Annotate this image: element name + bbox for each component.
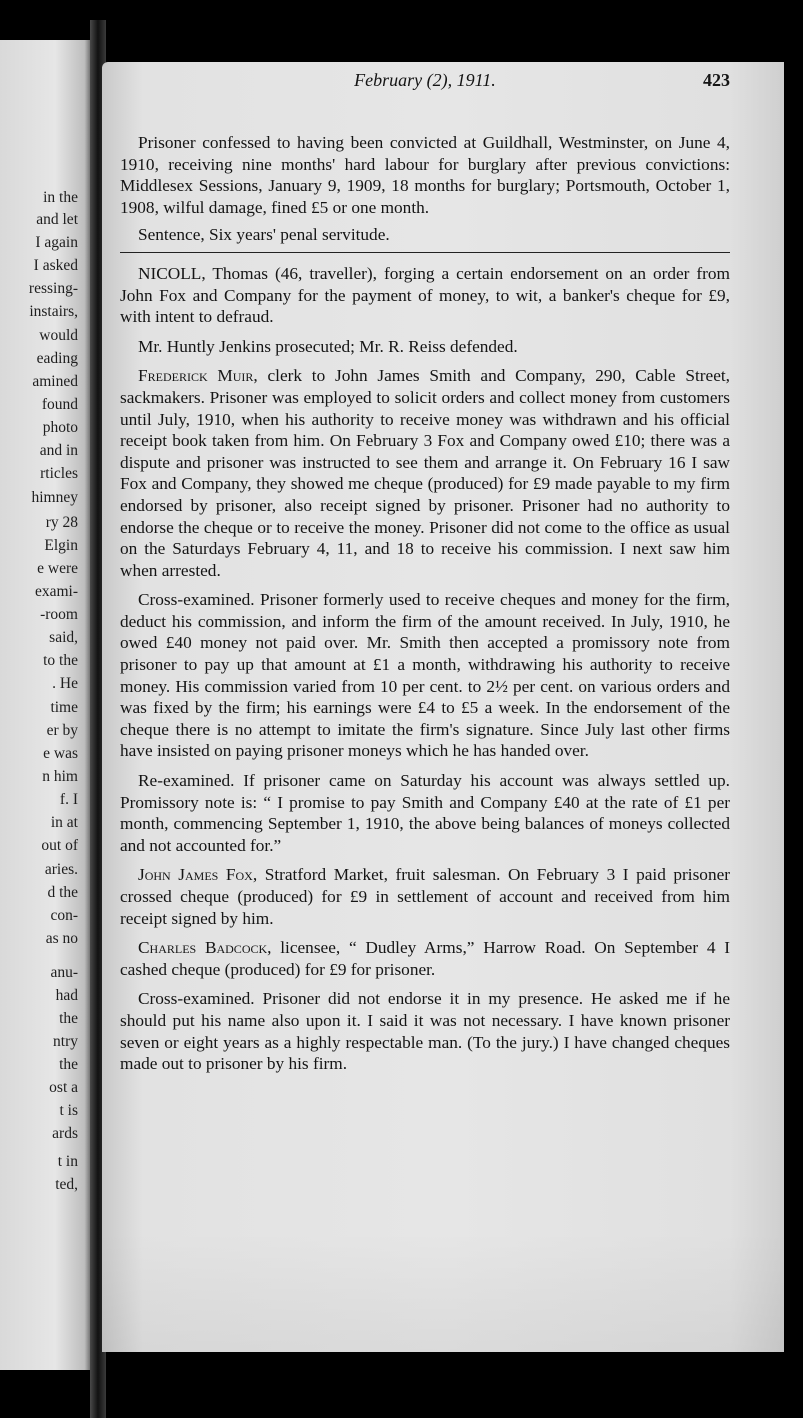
left-page-text-fragment: in the xyxy=(43,189,78,206)
left-page-text-fragment: Elgin xyxy=(44,537,78,554)
left-page-text-fragment: would xyxy=(39,327,78,344)
left-page-text-fragment: and in xyxy=(39,442,78,459)
left-page-text-fragment: rticles xyxy=(40,465,78,482)
cross-examination-paragraph: Cross-examined. Prisoner formerly used to receive cheques and money for the firm, deduct his commission, and inform the firm of the amount received. In July, 1910, he owed £40 money not paid over. Mr. Smith then accepted a promissory note from prisoner to pay up that amount at £1 a month, withdrawing his authority to receive money. His commission varied from 10 per cent. to 2½ per cent. on various orders and was fixed by the firm; his earnings were £4 to £5 a week. In the endorsement of the cheque there is no attempt to imitate the firm's signature. Since July last other firms have insisted on paying prisoner moneys which he has handed over. xyxy=(120,590,730,761)
re-examination-paragraph: Re-examined. If prisoner came on Saturday his account was always settled up. Promissory note is: “ I promise to pay Smith and Company £40 at the rate of £1 per month, commencing September 1, 1910, the above being balances of moneys collected and not accounted for.” xyxy=(120,771,730,855)
left-page-text-fragment: e were xyxy=(37,560,78,577)
page-header-title: February (2), 1911. xyxy=(354,70,496,90)
case-divider xyxy=(120,252,730,253)
sentence-paragraph: Sentence, Six years' penal servitude. xyxy=(138,225,390,245)
left-page-text-fragment: f. I xyxy=(59,791,78,808)
left-page-text-fragment: I asked xyxy=(33,257,78,274)
left-page-text-fragment: con- xyxy=(50,907,78,924)
page-content xyxy=(120,70,731,1083)
left-page-text-fragment: e was xyxy=(43,745,78,762)
left-page-text-fragment: had xyxy=(55,987,78,1004)
main-page xyxy=(102,62,784,1352)
left-page-text-fragment: the xyxy=(59,1010,78,1027)
left-page-text-fragment: eading xyxy=(36,350,78,367)
left-page-text-fragment: said, xyxy=(49,629,78,646)
left-page-text-fragment: exami- xyxy=(34,583,78,600)
witness-testimony: , Stratford Market, fruit salesman. On February 3 I paid prisoner crossed cheque (produced) for £9 in settlement of account and received from him receipt signed by him. xyxy=(120,865,731,928)
witness-testimony: , licensee, “ Dudley Arms,” Harrow Road. On September 4 I cashed cheque (produced) for £9 for prisoner. xyxy=(120,938,730,979)
left-page-text-fragment: t in xyxy=(57,1153,78,1170)
page-shading xyxy=(102,1232,784,1352)
conviction-paragraph: Prisoner confessed to having been convicted at Guildhall, Westminster, on June 4, 1910, receiving nine months' hard labour for burglary after previous convictions: Middlesex Sessions, January 9, 1909, 18 months for burglary; Portsmouth, October 1, 1908, wilful damage, fined £5 or one month. xyxy=(120,133,730,217)
left-page-text-fragment: aries. xyxy=(44,861,78,878)
running-head xyxy=(120,70,730,94)
left-facing-page xyxy=(0,40,92,1370)
left-page-text-fragment: ntry xyxy=(53,1033,78,1050)
witness-name: John James Fox xyxy=(138,865,253,885)
witness-name: Charles Badcock xyxy=(138,938,268,958)
left-page-text-fragment: himney xyxy=(31,489,78,506)
witness-name: Frederick Muir xyxy=(138,366,254,386)
left-page-text-fragment: ted, xyxy=(55,1176,78,1193)
case-heading-paragraph: NICOLL, Thomas (46, traveller), forging a certain endorsement on an order from John Fox and Company for the payment of money, to wit, a banker's cheque for £9, with intent to defraud. xyxy=(120,263,730,327)
counsel-paragraph: Mr. Huntly Jenkins prosecuted; Mr. R. Reiss defended. xyxy=(138,336,518,356)
left-page-text-fragment: as no xyxy=(45,930,78,947)
page-number: 423 xyxy=(703,70,730,90)
witness-badcock-paragraph xyxy=(120,937,730,980)
left-page-text-fragment: time xyxy=(50,699,78,716)
left-page-text-fragment: -room xyxy=(40,606,78,623)
witness-testimony: , clerk to John James Smith and Company, 290, Cable Street, sackmakers. Prisoner was employed to solicit orders and collect money from customers until July, 1910, when his authority to receive money was withdrawn and his official receipt book taken from him. On February 3 Fox and Company owed £10; there was a dispute and prisoner was instructed to see them and arrange it. On February 16 I saw Fox and Company, they showed me cheque (produced) for £9 made payable to my firm endorsed by prisoner, also receipt signed by prisoner. Prisoner had no authority to endorse the cheque or to receive the money. Prisoner did not come to the office as usual on the Saturdays February 4, 11, and 18 to receive his commission. I next saw him when arrested. xyxy=(120,366,730,580)
left-page-text-fragment: ards xyxy=(52,1125,78,1142)
left-page-text-fragment: ressing- xyxy=(28,280,78,297)
left-page-text-fragment: I again xyxy=(35,234,78,251)
left-page-text-fragment: er by xyxy=(46,722,78,739)
cross-examination-paragraph-2: Cross-examined. Prisoner did not endorse it in my presence. He asked me if he should put his name also upon it. I said it was not necessary. I have known prisoner seven or eight years as a highly respectable man. (To the jury.) I have changed cheques made out to prisoner by his firm. xyxy=(120,989,730,1074)
left-page-text-fragment: in at xyxy=(50,814,78,831)
left-page-text-fragment: instairs, xyxy=(29,303,78,320)
left-page-text-fragment: anu- xyxy=(50,964,78,981)
left-page-text-fragment: ost a xyxy=(49,1079,78,1096)
left-page-text-fragment: amined xyxy=(32,373,78,390)
left-page-text-fragment: . He xyxy=(52,675,78,692)
left-page-text-fragment: t is xyxy=(59,1102,78,1119)
left-page-text-fragment: photo xyxy=(42,419,78,436)
witness-muir-paragraph xyxy=(120,365,730,581)
left-page-text-fragment: ry 28 xyxy=(45,514,78,531)
left-page-text-fragment: and let xyxy=(36,211,78,228)
witness-fox-paragraph xyxy=(120,864,730,929)
left-page-text-fragment: n him xyxy=(42,768,78,785)
left-page-text-fragment: d the xyxy=(47,884,78,901)
left-page-text-fragment: found xyxy=(41,396,78,413)
left-page-text-fragment: the xyxy=(59,1056,78,1073)
left-page-text-fragment: out of xyxy=(41,837,78,854)
left-page-text-fragment: to the xyxy=(43,652,78,669)
